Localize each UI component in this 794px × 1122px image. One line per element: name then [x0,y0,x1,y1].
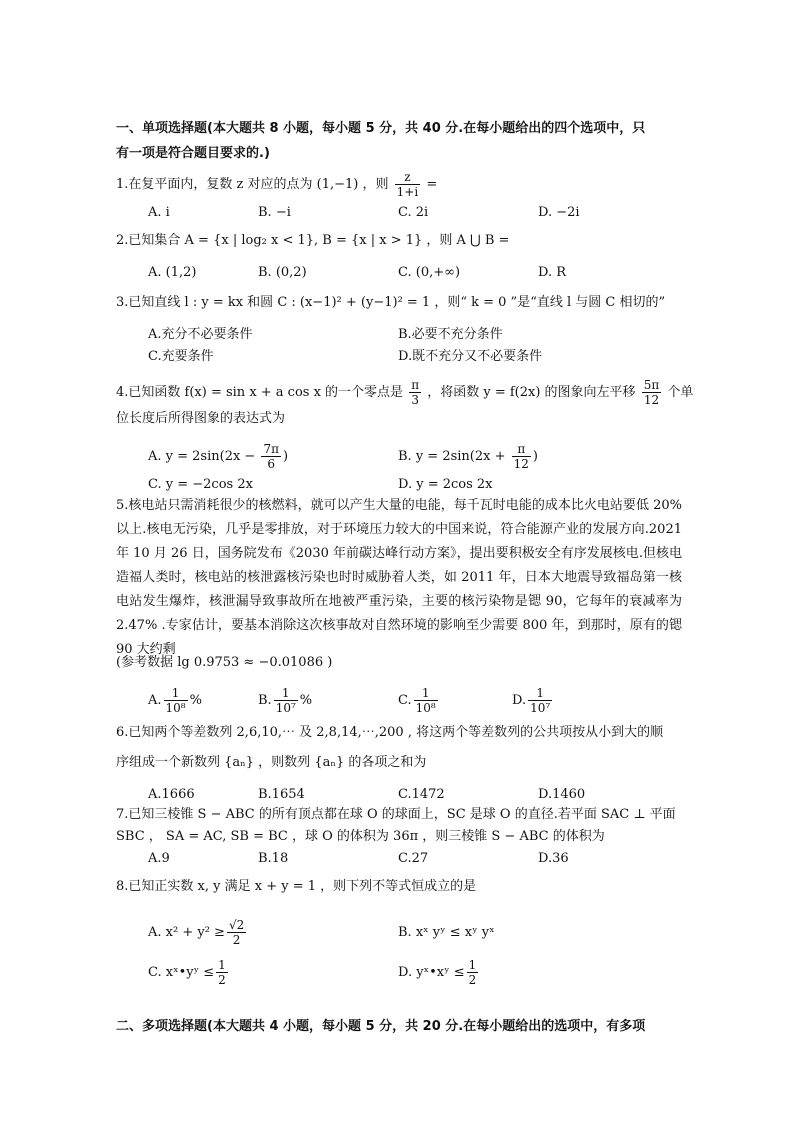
section1-title-cont: 有一项是符合题目要求的.) [116,146,270,161]
q3-option-d: D.既不充分又不必要条件 [398,349,543,364]
q8-option-b: B. xˣ yʸ ≤ xʸ yˣ [398,925,495,940]
q6-option-c: C.1472 [398,787,445,802]
q5-option-a: A. $\frac{1}{\text{10⁸}}$ % [148,686,202,715]
q7-option-a: A.9 [148,851,170,866]
q7-stem: 7.已知三棱锥 S − ABC 的所有顶点都在球 O 的球面上，SC 是球 O 的直径.若平面 SAC ⊥ 平面 [116,807,676,822]
q3-option-b: B.必要不充分条件 [398,327,503,342]
q4-stem-cont: 位长度后所得图象的表达式为 [116,411,286,426]
q1-option-b: B. −i [258,205,291,220]
q4-stem: 4.已知函数 f(x) = sin x + a cos x 的一个零点是 $\frac{\pi}{3}$ ，将函数 y = f(2x) 的图象向左平移 $\frac{5\pi}{12}$ 个单 [116,378,694,407]
q8-stem: 8.已知正实数 x, y 满足 x + y = 1 ，则下列不等式恒成立的是 [116,879,477,894]
q4-option-b: B. y = 2sin(2x + $\frac{\pi}{12}$ ) [398,442,538,471]
q7-option-b: B.18 [258,851,289,866]
q6-option-d: D.1460 [538,787,586,802]
q4-fraction-pi3: $\frac{\pi}{3}$ [411,378,420,407]
q8-option-c: C. xˣ•yʸ ≤ $\frac{1}{2}$ [148,958,226,987]
section1-title: 一、单项选择题(本大题共 8 小题，每小题 5 分，共 40 分.在每小题给出的四个选项中，只 [116,121,646,136]
q7-option-c: C.27 [398,851,429,866]
q2-stem: 2.已知集合 A = {x | log₂ x < 1}, B = {x | x > 1} ，则 A ⋃ B = [116,233,510,248]
q1-option-d: D. −2i [538,205,580,220]
q1-option-a: A. i [148,205,170,220]
q2-option-b: B. (0,2) [258,265,307,280]
q7-option-d: D.36 [538,851,569,866]
q3-stem: 3.已知直线 l : y = kx 和圆 C : (x−1)² + (y−1)² = 1 ，则“ k = 0 ”是“直线 l 与圆 C 相切的” [116,295,666,310]
q8-option-a: A. x² + y² ≥ $\frac{√2}{2}$ [148,918,245,947]
q4-option-d: D. y = 2cos 2x [398,477,493,492]
q3-option-a: A.充分不必要条件 [148,327,253,342]
q5-paragraph: 5.核电站只需消耗很少的核燃料，就可以产生大量的电能，每千瓦时电能的成本比火电站要低 20%以上.核电无污染，几乎是零排放，对于环境压力较大的中国来说，符合能源产业的发展方向.2021 年 10 月 26 日，国务院发布《2030 年前碳达峰行动方案》，提出要积极安全有序发展核电.但核电造福人类时，核电站的核泄露核污染也时时威胁着人类，如 2011 年，日本大地震导致福岛第一核电站发生爆炸，核泄漏导致事故所在地被严重污染，主要的核污染物是锶 90，它每年的衰减率为 2.47% .专家估计，要基本消除这次核事故对自然环境的影响至少需要 800 年，到那时，原有的锶 90 大约剩 [116,498,682,657]
q4-fraction-5pi12: $\frac{5\pi}{12}$ [643,378,660,407]
q5-option-c: C. $\frac{1}{\text{10⁸}}$ [398,686,436,715]
q2-option-a: A. (1,2) [148,265,197,280]
q1-stem: 1.在复平面内，复数 z 对应的点为 (1,−1) ，则 $\frac{z}{1+i}$ = [116,170,438,199]
q5-reference: (参考数据 lg 0.9753 ≈ −0.01086 ) [116,655,333,670]
q1-option-c: C. 2i [398,205,429,220]
q2-option-c: C. (0,+∞) [398,265,461,280]
q4-option-c: C. y = −2cos 2x [148,477,253,492]
q2-option-d: D. R [538,265,567,280]
q5-option-d: D. $\frac{1}{\text{10⁷}}$ [512,686,551,715]
q6-option-a: A.1666 [148,787,195,802]
q6-option-b: B.1654 [258,787,305,802]
q6-stem: 6.已知两个等差数列 2,6,10,⋯ 及 2,8,14,⋯,200 , 将这两个等差数列的公共项按从小到大的顺 [116,725,664,740]
q5-option-b: B. $\frac{1}{\text{10⁷}}$ % [258,686,313,715]
section2-title: 二、多项选择题(本大题共 4 小题，每小题 5 分，共 20 分.在每小题给出的选项中，有多项 [116,1019,646,1034]
q4-option-a: A. y = 2sin(2x − $\frac{7\pi}{6}$ ) [148,442,289,471]
q8-option-d: D. yˣ•xʸ ≤ $\frac{1}{2}$ [398,958,477,987]
q7-stem-cont: SBC ， SA = AC, SB = BC ，球 O 的体积为 36π ，则三棱锥 S − ABC 的体积为 [116,829,605,844]
q1-fraction: $\frac{z}{1+i}$ [396,170,419,199]
q6-stem-cont: 序组成一个新数列 {aₙ} ，则数列 {aₙ} 的各项之和为 [116,755,427,770]
q3-option-c: C.充要条件 [148,349,214,364]
